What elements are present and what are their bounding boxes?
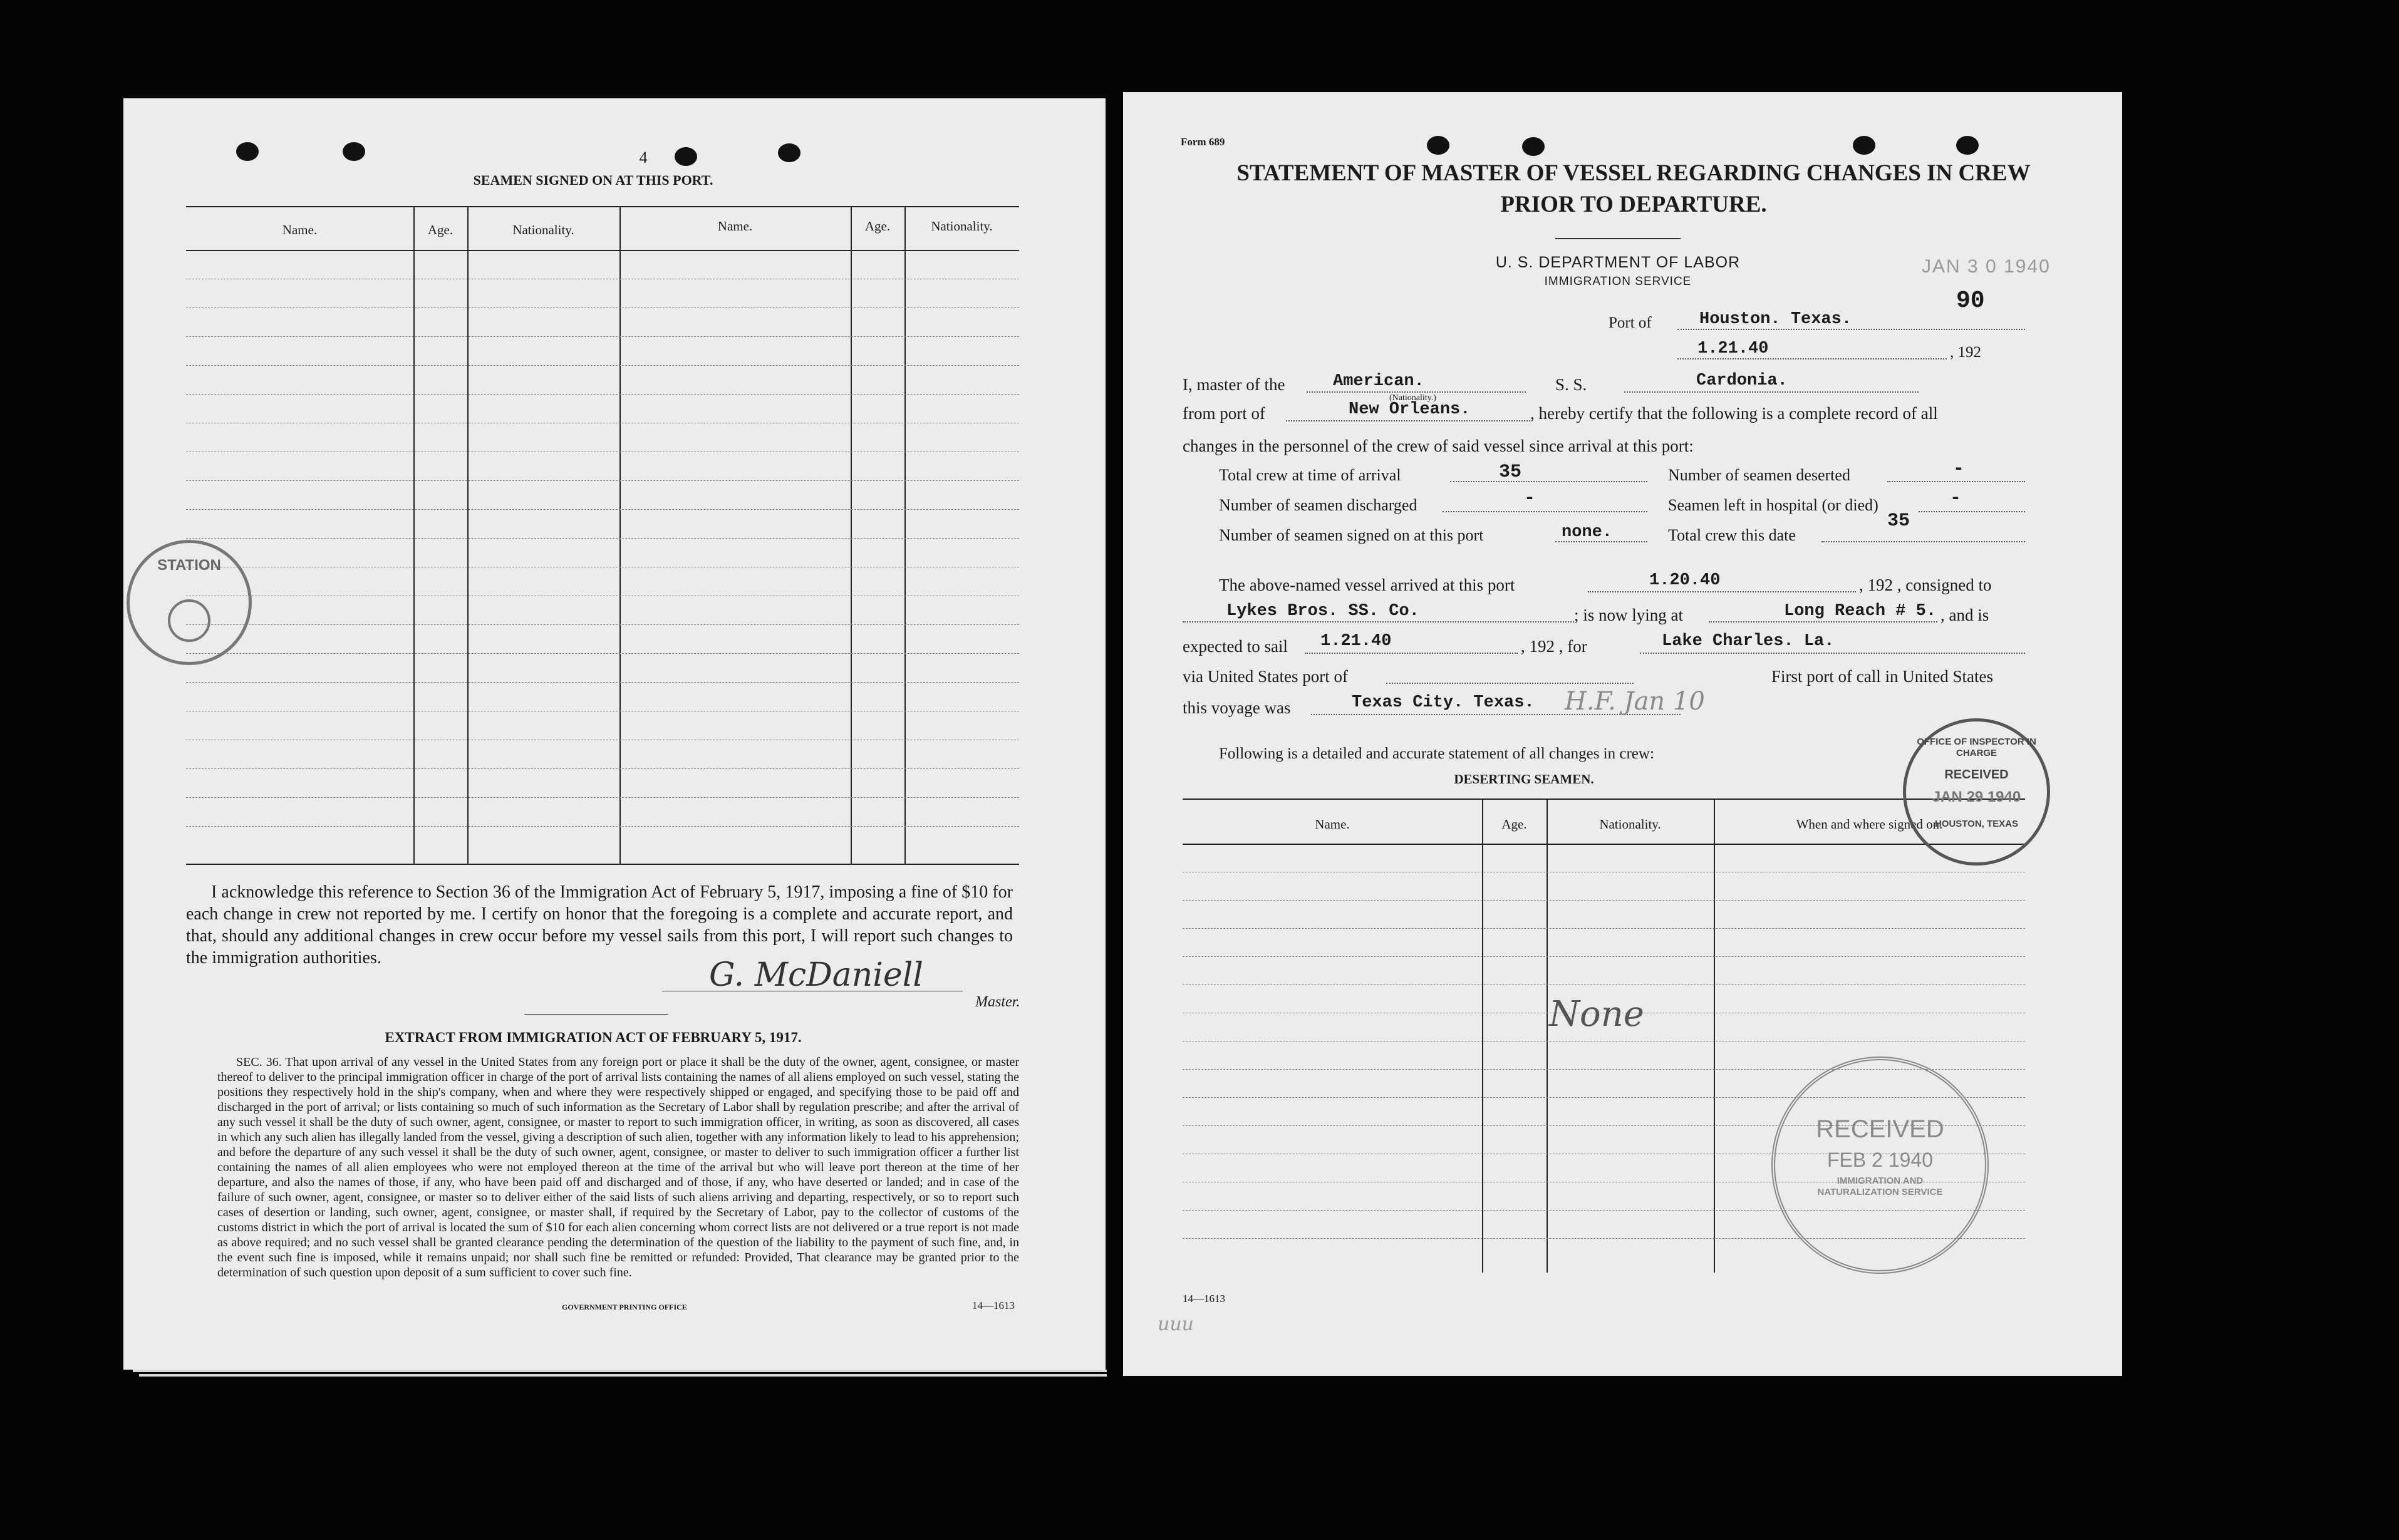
ss-label: S. S. (1555, 375, 1587, 394)
table-row (186, 768, 1019, 769)
form-code: 14—1613 (972, 1300, 1015, 1311)
column-header-age: Age. (427, 222, 453, 237)
voyage-label: this voyage was (1183, 698, 1291, 717)
table-row (186, 365, 1019, 366)
section-title: SEAMEN SIGNED ON AT THIS PORT. (473, 172, 713, 188)
hospital-label: Seamen left in hospital (or died) (1668, 496, 1878, 514)
margin-note: uuu (1158, 1313, 1194, 1335)
divider (524, 1014, 668, 1015)
expected-label: expected to sail (1183, 637, 1288, 656)
table-row (186, 826, 1019, 827)
table-row (1183, 956, 2025, 957)
hospital-line (1919, 511, 2025, 512)
column-rule (413, 206, 415, 864)
column-rule (851, 206, 852, 864)
signed-on-value: none. (1562, 523, 1613, 542)
ship-line (1624, 391, 1919, 393)
total-crew-arrival-value: 35 (1499, 462, 1522, 483)
department-name: U. S. DEPARTMENT OF LABOR (1495, 254, 1741, 271)
received-stamp: RECEIVED FEB 2 1940 IMMIGRATION AND NATURALIZATION SERVICE (1771, 1057, 1989, 1274)
table-row (1183, 928, 2025, 929)
punch-hole (343, 142, 365, 161)
column-header-when-where: When and where signed on. (1796, 817, 1943, 832)
form-title: STATEMENT OF MASTER OF VESSEL REGARDING CHANGES IN CREW PRIOR TO DEPARTURE. (1236, 160, 2031, 217)
punch-hole (675, 147, 697, 166)
voyage-note: H.F. Jan 10 (1565, 687, 1705, 716)
total-crew-arrival-label: Total crew at time of arrival (1219, 466, 1401, 484)
voyage-value: Texas City. Texas. (1352, 693, 1535, 712)
table-rule (1183, 844, 2025, 845)
table-row (186, 624, 1019, 625)
ship-name: Cardonia. (1696, 371, 1788, 390)
via-line (1386, 683, 1634, 684)
lying-label: ; is now lying at (1574, 606, 1683, 624)
port-value: Houston. Texas. (1699, 310, 1852, 329)
table-row (186, 509, 1019, 510)
page-number: 4 (639, 148, 648, 167)
inspector-received-stamp: OFFICE OF INSPECTOR IN CHARGE RECEIVED JAN 29 1940 HOUSTON, TEXAS (1903, 718, 2050, 866)
changes-text: changes in the personnel of the crew of said vessel since arrival at this port: (1183, 437, 1694, 455)
table-row (186, 336, 1019, 337)
table-rule (1183, 798, 2025, 800)
date-value: 1.21.40 (1697, 339, 1769, 358)
column-header-nationality: Nationality. (1599, 817, 1661, 832)
table-row (186, 538, 1019, 539)
form-number: Form 689 (1181, 136, 1225, 148)
punch-hole (778, 143, 801, 162)
following-text: Following is a detailed and accurate statement of all changes in crew: (1219, 745, 1654, 762)
port-line (1677, 329, 2025, 330)
consignee-line (1183, 621, 1574, 623)
master-of-label: I, master of the (1183, 375, 1285, 394)
table-rule (186, 206, 1019, 207)
deserted-label: Number of seamen deserted (1668, 466, 1850, 484)
first-port-label: First port of call in United States (1771, 667, 1993, 686)
column-rule (1547, 798, 1548, 1273)
column-rule (619, 206, 621, 864)
page-edge (133, 1370, 1107, 1372)
column-header-name: Name. (717, 219, 753, 234)
table-row (186, 653, 1019, 654)
signed-on-label: Number of seamen signed on at this port (1219, 526, 1484, 544)
hospital-value: - (1950, 488, 1962, 509)
nationality-value: American. (1333, 372, 1424, 391)
certify-text: , hereby certify that the following is a complete record of all (1530, 404, 1938, 423)
from-port-line (1286, 420, 1530, 421)
arrived-label: The above-named vessel arrived at this port (1219, 576, 1515, 594)
nationality-caption: (Nationality.) (1389, 393, 1436, 403)
port-label: Port of (1609, 314, 1652, 331)
form-code: 14—1613 (1183, 1293, 1225, 1305)
lying-value: Long Reach # 5. (1784, 602, 1937, 621)
destination-value: Lake Charles. La. (1662, 632, 1835, 651)
lying-line (1709, 621, 1937, 623)
date-stamp: JAN 3 0 1940 (1922, 256, 2051, 277)
for-label: , 192 , for (1521, 637, 1587, 656)
table-row (186, 307, 1019, 308)
from-port-label: from port of (1183, 404, 1265, 423)
station-stamp: STATION (127, 540, 252, 665)
master-signature: G. McDaniell (709, 956, 923, 994)
column-header-age: Age. (864, 219, 891, 234)
table-row (186, 682, 1019, 683)
column-header-age: Age. (1501, 817, 1527, 832)
none-note: None (1549, 994, 1644, 1035)
via-label: via United States port of (1183, 667, 1348, 686)
punch-hole (1956, 136, 1979, 155)
service-name: IMMIGRATION SERVICE (1544, 275, 1692, 288)
table-rule (186, 250, 1019, 251)
from-port-value: New Orleans. (1349, 400, 1471, 419)
deserting-title: DESERTING SEAMEN. (1454, 772, 1594, 787)
consigned-label: , 192 , consigned to (1859, 576, 1992, 594)
discharged-line (1443, 511, 1647, 512)
page-edge (139, 1374, 1107, 1377)
column-header-name: Name. (282, 222, 318, 237)
extract-text: SEC. 36. That upon arrival of any vessel in the United States from any foreign port or place it shall be the duty of the owner, agent, consignee, or master thereof to deliver to the principal immigration officer in charge of the port of arrival lists containing the names of all aliens employed on such vessel, stating the positions they respectively hold in the ship's company, when and where they were respectively shipped or engaged, and specifying those to be paid off and discharged in the port of arrival; or lists containing so much of such information as the Secretary of Labor shall by regulation prescribe; and after the arrival of any such vessel it shall be the duty of such owner, agent, consignee, or master to report to such immigration officer, in writing, as soon as discovered, all cases in which any such alien has illegally landed from the vessel, giving a description of such alien, together with any information likely to lead to his apprehension; and before the departure of any such vessel it shall be the duty of such owner, agent, consignee, or master to deliver to such immigration officer a further list containing the names of all alien employees who were not employed thereon at the time of the arrival but who will leave port thereon at the time of her departure, and also the names of those, if any, who have been paid off and discharged and of those, if any, who have deserted or landed; and in case of the failure of such owner, agent, consignee, or master so to deliver either of the said lists of such aliens arriving and departing, respectively, or so to report such cases of desertion or landing, such owner, agent, consignee, or master shall, if required by the Secretary of Labor, pay to the collector of customs of the customs district in which the port of arrival is located the sum of $10 for each alien concerning whom correct lists are not delivered or a true report is not made as above required; and no such vessel shall be granted clearance pending the determination of the question of the liability to the payment of such fine, and, in the event such fine is imposed, while it remains unpaid; nor shall such fine be remitted or refunded: Provided, That clearance may be granted prior to the determination of such question upon deposit of a sum sufficient to cover such fine. (217, 1055, 1019, 1279)
and-is-text: , and is (1940, 606, 1989, 624)
table-row (186, 797, 1019, 798)
table-rule (186, 864, 1019, 865)
arrived-line (1588, 591, 1856, 592)
date-line (1677, 358, 1947, 359)
punch-hole (1522, 137, 1545, 156)
column-header-name: Name. (1315, 817, 1350, 832)
column-header-nationality: Nationality. (512, 222, 574, 237)
punch-hole (1853, 136, 1875, 155)
file-number: 90 (1956, 287, 1985, 314)
table-row (1183, 900, 2025, 901)
consignee-value: Lykes Bros. SS. Co. (1226, 602, 1419, 621)
column-rule (1714, 798, 1715, 1273)
discharged-value: - (1524, 488, 1536, 509)
table-row (186, 480, 1019, 481)
expected-value: 1.21.40 (1320, 632, 1392, 651)
acknowledgement-text: I acknowledge this reference to Section 36 of the Immigration Act of February 5, 1917, imposing a fine of $10 for each change in crew not reported by me. I certify on honor that the foregoing is a complete and accurate report, and that, should any additional changes in crew occur before my vessel sails from this port, I will report such changes to the immigration authorities. (186, 882, 1013, 968)
destination-line (1640, 653, 2025, 654)
master-label: Master. (975, 994, 1020, 1010)
year-suffix: , 192 (1950, 344, 1981, 361)
divider (1555, 238, 1681, 239)
punch-hole (236, 142, 259, 161)
extract-title: EXTRACT FROM IMMIGRATION ACT OF FEBRUARY 5, 1917. (385, 1030, 802, 1045)
total-crew-date-value: 35 (1887, 510, 1910, 532)
deserted-value: - (1953, 458, 1965, 480)
total-crew-date-label: Total crew this date (1668, 526, 1796, 544)
punch-hole (1427, 136, 1449, 155)
table-row (186, 394, 1019, 395)
column-rule (904, 206, 906, 864)
total-crew-arrival-line (1450, 481, 1647, 482)
nationality-line (1307, 391, 1526, 393)
right-page (1123, 92, 2122, 1376)
column-rule (467, 206, 469, 864)
left-page (123, 98, 1106, 1370)
column-rule (1482, 798, 1483, 1273)
printer-line: GOVERNMENT PRINTING OFFICE (562, 1303, 687, 1311)
column-header-nationality: Nationality. (931, 219, 993, 234)
discharged-label: Number of seamen discharged (1219, 496, 1417, 514)
table-row (1183, 984, 2025, 985)
total-crew-date-line (1821, 541, 2025, 542)
deserted-line (1887, 481, 2025, 482)
arrived-value: 1.20.40 (1649, 571, 1721, 590)
expected-line (1305, 653, 1518, 654)
